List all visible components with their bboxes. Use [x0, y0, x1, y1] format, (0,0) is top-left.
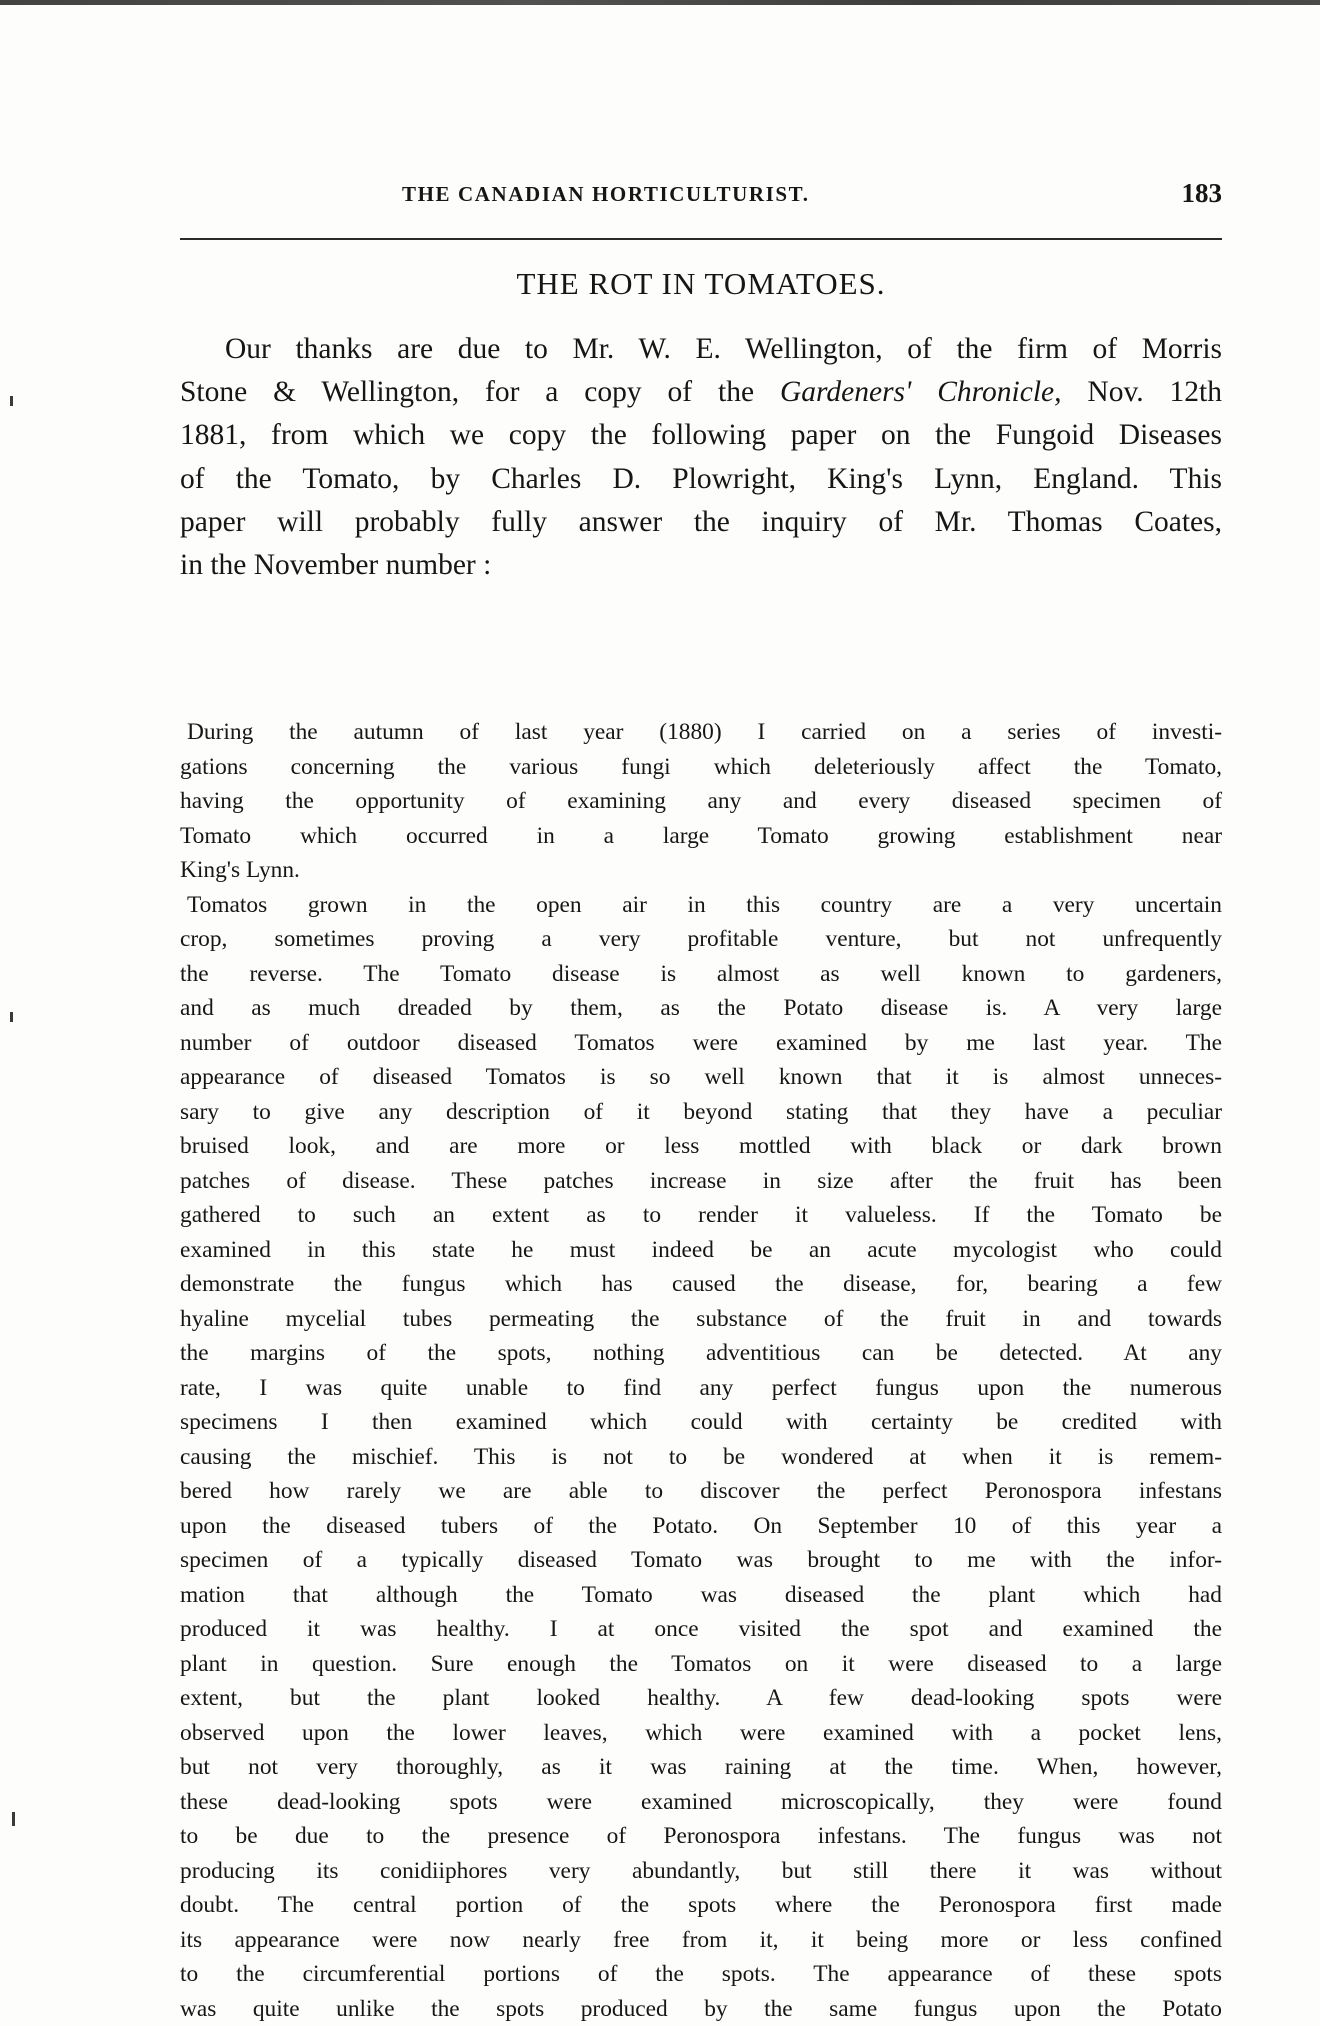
body-line: appearance of diseased Tomatos is so well known that it is almost unneces-	[180, 1064, 1222, 1090]
body-line: gathered to such an extent as to render it valueless. If the Tomato be	[180, 1202, 1222, 1228]
running-head	[180, 178, 1222, 222]
scan-edge-shadow	[0, 0, 1320, 5]
body-line: During the autumn of last year (1880) I carried on a series of investi-	[187, 719, 1222, 745]
body-line: specimen of a typically diseased Tomato was brought to me with the infor-	[180, 1547, 1222, 1573]
body-line: sary to give any description of it beyond stating that they have a peculiar	[180, 1098, 1222, 1125]
body-line: plant in question. Sure enough the Tomatos on it were diseased to a large	[180, 1650, 1222, 1677]
body-line: causing the mischief. This is not to be wondered at when it is remem-	[180, 1443, 1222, 1470]
article-body	[180, 715, 1222, 2026]
body-line: its appearance were now nearly free from it, it being more or less confined	[180, 1926, 1222, 1953]
article-title: THE ROT IN TOMATOES.	[516, 266, 886, 301]
body-line: the reverse. The Tomato disease is almost as well known to gardeners,	[180, 960, 1222, 987]
body-line: demonstrate the fungus which has caused the disease, for, bearing a few	[180, 1271, 1222, 1297]
body-line: to the circumferential portions of the spots. The appearance of these spots	[180, 1961, 1222, 1987]
body-line: crop, sometimes proving a very profitable venture, but not unfrequently	[180, 926, 1222, 952]
body-line: these dead-looking spots were examined microscopically, they were found	[180, 1788, 1222, 1815]
body-line: patches of disease. These patches increase in size after the fruit has been	[180, 1167, 1222, 1194]
body-line: bruised look, and are more or less mottled with black or dark brown	[180, 1133, 1222, 1159]
intro-line: Stone & Wellington, for a copy of the Gardeners' Chronicle, Nov. 12th	[180, 376, 1222, 409]
body-line: King's Lynn.	[180, 857, 300, 883]
body-line: mation that although the Tomato was diseased the plant which had	[180, 1581, 1222, 1608]
intro-line: 1881, from which we copy the following paper on the Fungoid Diseases	[180, 419, 1222, 452]
body-line: number of outdoor diseased Tomatos were examined by me last year. The	[180, 1029, 1222, 1056]
header-rule	[180, 238, 1222, 240]
body-line: extent, but the plant looked healthy. A few dead-looking spots were	[180, 1685, 1222, 1711]
body-line: to be due to the presence of Peronospora infestans. The fungus was not	[180, 1823, 1222, 1849]
body-line: producing its conidiiphores very abundantly, but still there it was without	[180, 1857, 1222, 1884]
body-line: Tomato which occurred in a large Tomato growing establishment near	[180, 822, 1222, 849]
margin-mark	[10, 1012, 13, 1022]
intro-paragraph	[180, 328, 1222, 587]
body-line: observed upon the lower leaves, which were examined with a pocket lens,	[180, 1719, 1222, 1746]
body-line: but not very thoroughly, as it was raining at the time. When, however,	[180, 1754, 1222, 1780]
page-number: 183	[1181, 178, 1222, 208]
body-line: the margins of the spots, nothing adventitious can be detected. At any	[180, 1340, 1222, 1366]
body-line: specimens I then examined which could with certainty be credited with	[180, 1409, 1222, 1435]
running-title: THE CANADIAN HORTICULTURIST.	[402, 182, 810, 206]
body-line: rate, I was quite unable to find any perfect fungus upon the numerous	[180, 1374, 1222, 1401]
body-line: and as much dreaded by them, as the Potato disease is. A very large	[180, 995, 1222, 1021]
intro-line: of the Tomato, by Charles D. Plowright, King's Lynn, England. This	[180, 462, 1222, 495]
intro-line: Our thanks are due to Mr. W. E. Wellington, of the firm of Morris	[225, 333, 1222, 365]
body-line: was quite unlike the spots produced by the same fungus upon the Potato	[180, 1995, 1222, 2022]
body-line: having the opportunity of examining any and every diseased specimen of	[180, 788, 1222, 814]
body-line: Tomatos grown in the open air in this country are a very uncertain	[187, 891, 1222, 918]
intro-line: paper will probably fully answer the inquiry of Mr. Thomas Coates,	[180, 505, 1222, 538]
margin-mark	[10, 396, 13, 406]
italic-title: Gardeners' Chronicle,	[779, 376, 1062, 409]
body-line: bered how rarely we are able to discover the perfect Peronospora infestans	[180, 1478, 1222, 1504]
margin-mark	[12, 1812, 15, 1826]
body-line: examined in this state he must indeed be an acute mycologist who could	[180, 1236, 1222, 1263]
body-line: upon the diseased tubers of the Potato. On September 10 of this year a	[180, 1512, 1222, 1539]
body-line: hyaline mycelial tubes permeating the substance of the fruit in and towards	[180, 1305, 1222, 1332]
body-line: gations concerning the various fungi which deleteriously affect the Tomato,	[180, 753, 1222, 780]
body-line: produced it was healthy. I at once visited the spot and examined the	[180, 1616, 1222, 1642]
body-line: doubt. The central portion of the spots where the Peronospora first made	[180, 1892, 1222, 1918]
intro-line: in the November number :	[180, 549, 492, 582]
